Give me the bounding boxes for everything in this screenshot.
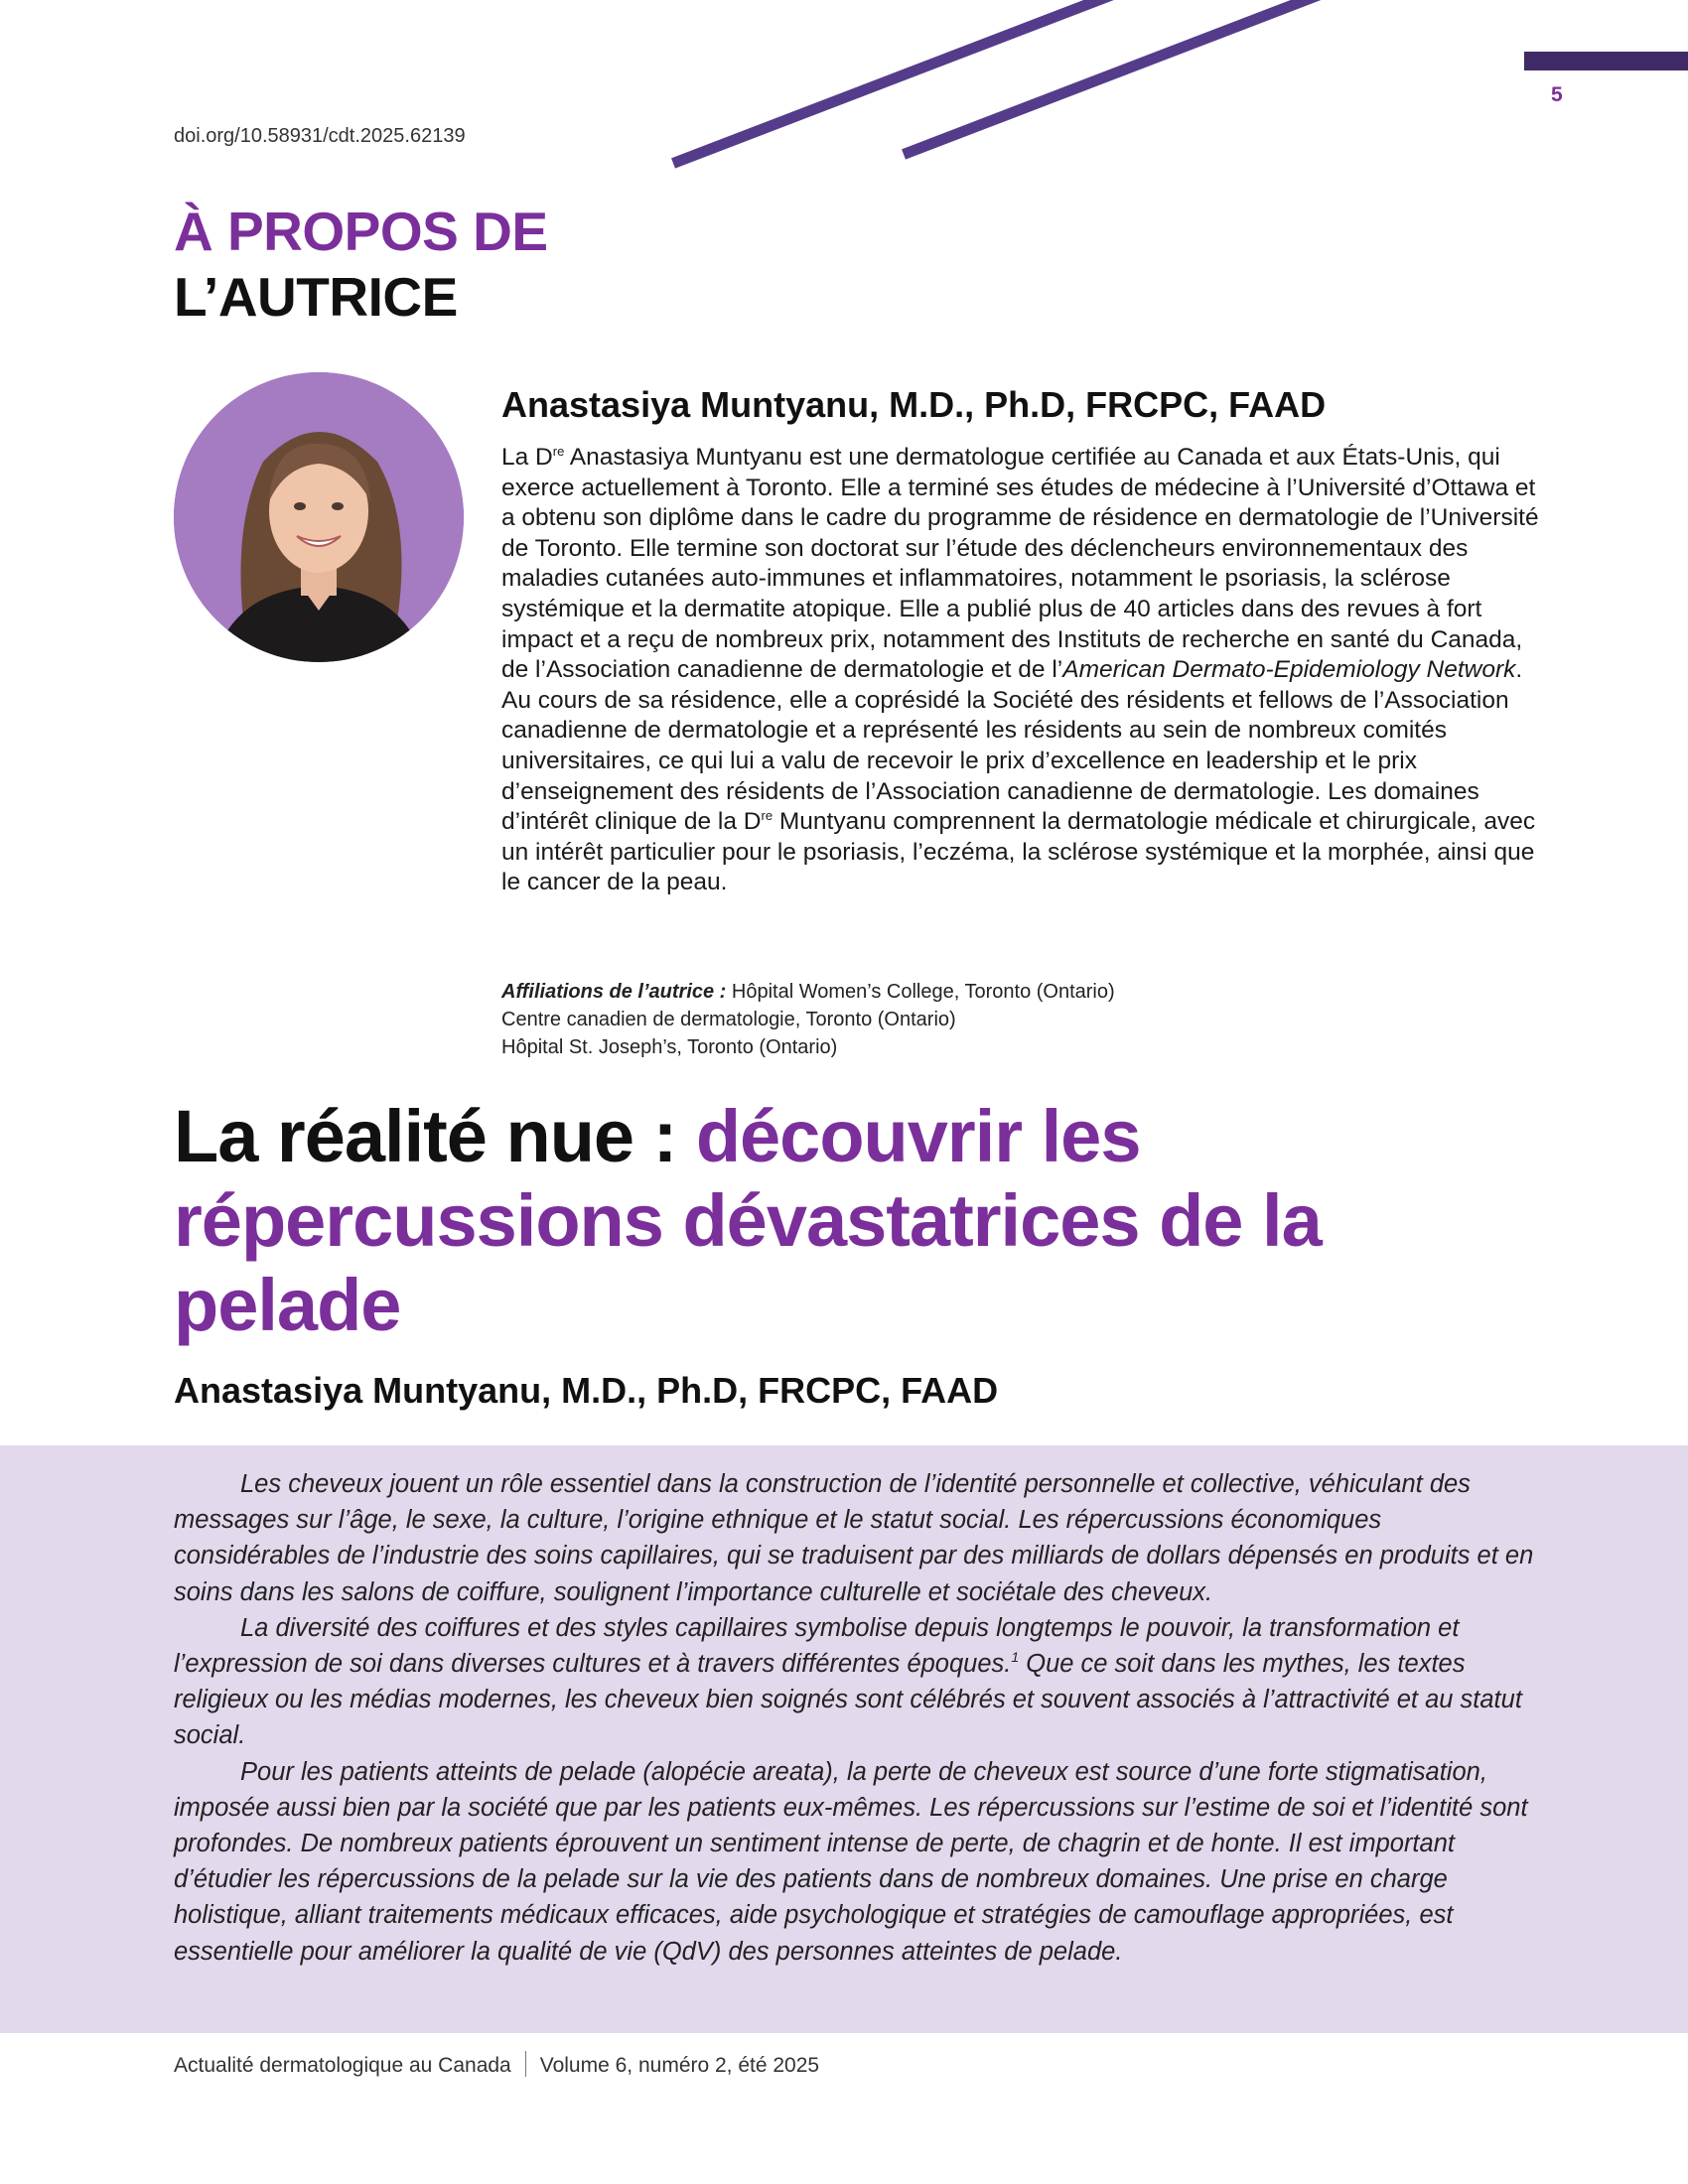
bio-text: Muntyanu comprennent la dermatologie médicale et chirurgicale, avec un intérêt particulier pour le psoriasis, l’eczéma, la sclérose systémique et la morphée, ainsi que le cancer de la peau. bbox=[501, 808, 1536, 896]
page-footer bbox=[174, 2051, 819, 2078]
about-heading-line1: À PROPOS DE bbox=[174, 201, 548, 262]
footer-journal: Actualité dermatologique au Canada bbox=[174, 2054, 511, 2077]
page-number: 5 bbox=[1551, 83, 1563, 106]
about-author-heading bbox=[174, 199, 548, 330]
abstract-paragraph: Pour les patients atteints de pelade (alopécie areata), la perte de cheveux est source d’une forte stigmatisation, imposée aussi bien par la société que par les patients eux-mêmes. Les répercussions sur l’estime de soi et l’identité sont profondes. De nombreux patients éprouvent un sentiment intense de perte, de chagrin et de honte. Il est important d’étudier les répercussions de la pelade sur la vie des patients dans de nombreux domaines. Une prise en charge holistique, alliant traitements médicaux efficaces, aide psychologique et stratégies de camouflage appropriées, est essentielle pour améliorer la qualité de vie (QdV) des personnes atteintes de pelade. bbox=[174, 1757, 1528, 1966]
bio-superscript: re bbox=[552, 444, 565, 459]
article-title-accent: découvrir les répercussions dévastatrices de la pelade bbox=[174, 1095, 1322, 1346]
affiliation-item: Hôpital St. Joseph’s, Toronto (Ontario) bbox=[501, 1036, 838, 1058]
decorative-diagonal-line-1 bbox=[671, 0, 1120, 169]
affiliations-label: Affiliations de l’autrice : bbox=[501, 981, 727, 1003]
abstract-text: Que ce soit dans les mythes, les textes religieux ou les médias modernes, les cheveux bien soignés sont célébrés et souvent associés à l’attractivité et au statut social. bbox=[174, 1650, 1522, 1750]
decorative-diagonal-line-2 bbox=[902, 0, 1332, 160]
author-photo bbox=[174, 372, 464, 662]
footer-separator bbox=[525, 2051, 526, 2077]
about-heading-line2: L’AUTRICE bbox=[174, 266, 458, 328]
affiliation-item: Centre canadien de dermatologie, Toronto (Ontario) bbox=[501, 1009, 956, 1030]
article-title-dark: La réalité nue : bbox=[174, 1095, 696, 1177]
article-title bbox=[174, 1094, 1465, 1347]
bio-superscript: re bbox=[761, 808, 774, 824]
abstract-text: La diversité des coiffures et des styles capillaires symbolise depuis longtemps le pouvoir, la transformation et l’expression de soi dans diverses cultures et à travers différentes époques. bbox=[174, 1613, 1460, 1679]
abstract-paragraph: Les cheveux jouent un rôle essentiel dans la construction de l’identité personnelle et collective, véhiculant des messages sur l’âge, le sexe, la culture, l’origine ethnique et le statut social. Les répercussions économiques considérables de l’industrie des soins capillaires, qui se traduisent par des milliards de dollars dépensés en produits et en soins dans les salons de coiffure, soulignent l’importance culturelle et sociétale des cheveux. bbox=[174, 1470, 1534, 1606]
author-name: Anastasiya Muntyanu, M.D., Ph.D, FRCPC, FAAD bbox=[501, 384, 1327, 425]
bio-text: . Au cours de sa résidence, elle a coprésidé la Société des résidents et fellows de l’Association canadienne de dermatologie et a représenté les résidents au sein de nombreux comités universitaires, ce qui lui a valu de recevoir le prix d’excellence en leadership et le prix d’enseignement des résidents de l’Association canadienne de dermatologie. Les domaines d’intérêt clinique de la D bbox=[501, 656, 1523, 836]
doi-link[interactable]: doi.org/10.58931/cdt.2025.62139 bbox=[174, 125, 466, 147]
abstract-paragraph bbox=[174, 1610, 1544, 1754]
author-portrait-illustration bbox=[174, 372, 464, 662]
affiliation-item: Hôpital Women’s College, Toronto (Ontario) bbox=[731, 981, 1115, 1003]
corner-accent-bar bbox=[1524, 52, 1688, 70]
citation-superscript: 1 bbox=[1011, 1649, 1020, 1666]
author-bio bbox=[501, 443, 1554, 898]
bio-text: La D bbox=[501, 444, 553, 471]
bio-italic-org: American Dermato-Epidemiology Network bbox=[1062, 656, 1516, 684]
footer-issue: Volume 6, numéro 2, été 2025 bbox=[539, 2054, 820, 2077]
article-author: Anastasiya Muntyanu, M.D., Ph.D, FRCPC, FAAD bbox=[174, 1370, 999, 1411]
author-affiliations bbox=[501, 978, 1115, 1061]
bio-text: Anastasiya Muntyanu est une dermatologue certifiée au Canada et aux États-Unis, qui exerce actuellement à Toronto. Elle a terminé ses études de médecine à l’Université d’Ottawa et a obtenu son diplôme dans le cadre du programme de résidence en dermatologie de l’Université de Toronto. Elle termine son doctorat sur l’étude des déclencheurs environnementaux des maladies cutanées auto-immunes et inflammatoires, notamment le psoriasis, la sclérose systémique et la dermatite atopique. Elle a publié plus de 40 articles dans des revues à fort impact et a reçu de nombreux prix, notamment des Instituts de recherche en santé du Canada, de l’Association canadienne de dermatologie et de l’ bbox=[501, 444, 1539, 684]
article-abstract bbox=[174, 1466, 1544, 1970]
